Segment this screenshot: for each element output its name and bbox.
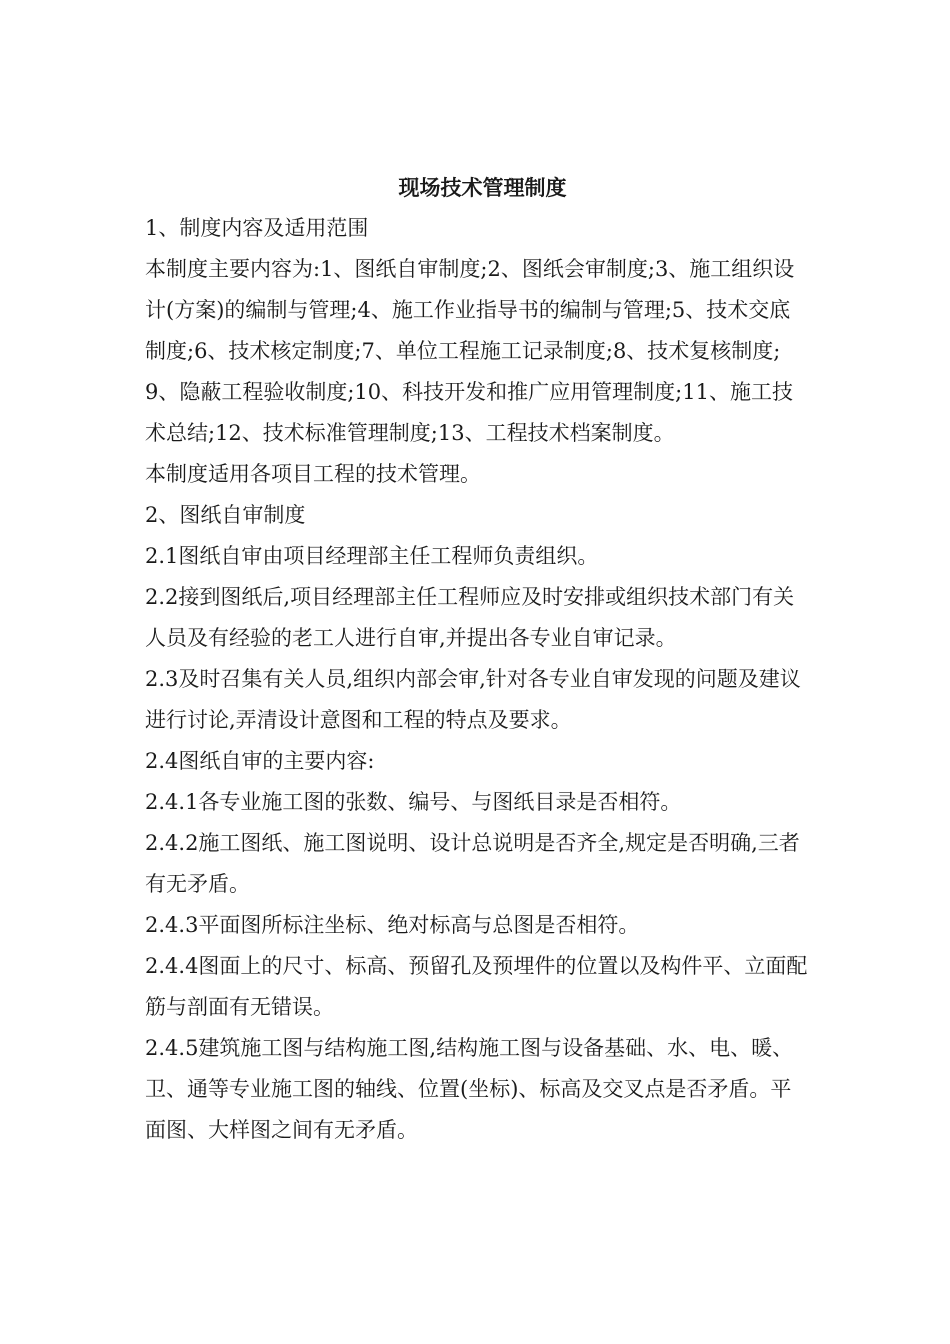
clause-2-4-5: 2.4.5建筑施工图与结构施工图,结构施工图与设备基础、水、电、暖、卫、通等专业施工图的轴线、位置(坐标)、标高及交叉点是否矛盾。平面图、大样图之间有无矛盾。 — [145, 1036, 794, 1142]
clause-2-4-2: 2.4.2施工图纸、施工图说明、设计总说明是否齐全,规定是否明确,三者有无矛盾。 — [145, 831, 800, 896]
document-body — [145, 167, 810, 1151]
document-title: 现场技术管理制度 — [398, 175, 567, 200]
section-heading-2: 2、图纸自审制度 — [145, 503, 306, 527]
clause-2-2: 2.2接到图纸后,项目经理部主任工程师应及时安排或组织技术部门有关人员及有经验的老工人进行自审,并提出各专业自审记录。 — [145, 585, 795, 650]
paragraph-contents: 本制度主要内容为:1、图纸自审制度;2、图纸会审制度;3、施工组织设计(方案)的编制与管理;4、施工作业指导书的编制与管理;5、技术交底制度;6、技术核定制度;7、单位工程施工记录制度;8、技术复核制度;9、隐蔽工程验收制度;10、科技开发和推广应用管理制度;11、施工技术总结;12、技术标准管理制度;13、工程技术档案制度。 — [145, 257, 795, 445]
clause-2-4-4: 2.4.4图面上的尺寸、标高、预留孔及预埋件的位置以及构件平、立面配筋与剖面有无错误。 — [145, 954, 808, 1019]
paragraph-scope: 本制度适用各项目工程的技术管理。 — [145, 462, 481, 486]
section-heading-1: 1、制度内容及适用范围 — [145, 216, 369, 240]
clause-2-1: 2.1图纸自审由项目经理部主任工程师负责组织。 — [145, 544, 599, 568]
clause-2-4-3: 2.4.3平面图所标注坐标、绝对标高与总图是否相符。 — [145, 913, 640, 937]
clause-2-4-1: 2.4.1各专业施工图的张数、编号、与图纸目录是否相符。 — [145, 790, 682, 814]
clause-2-4: 2.4图纸自审的主要内容: — [145, 749, 375, 773]
clause-2-3: 2.3及时召集有关人员,组织内部会审,针对各专业自审发现的问题及建议进行讨论,弄清设计意图和工程的特点及要求。 — [145, 667, 801, 732]
